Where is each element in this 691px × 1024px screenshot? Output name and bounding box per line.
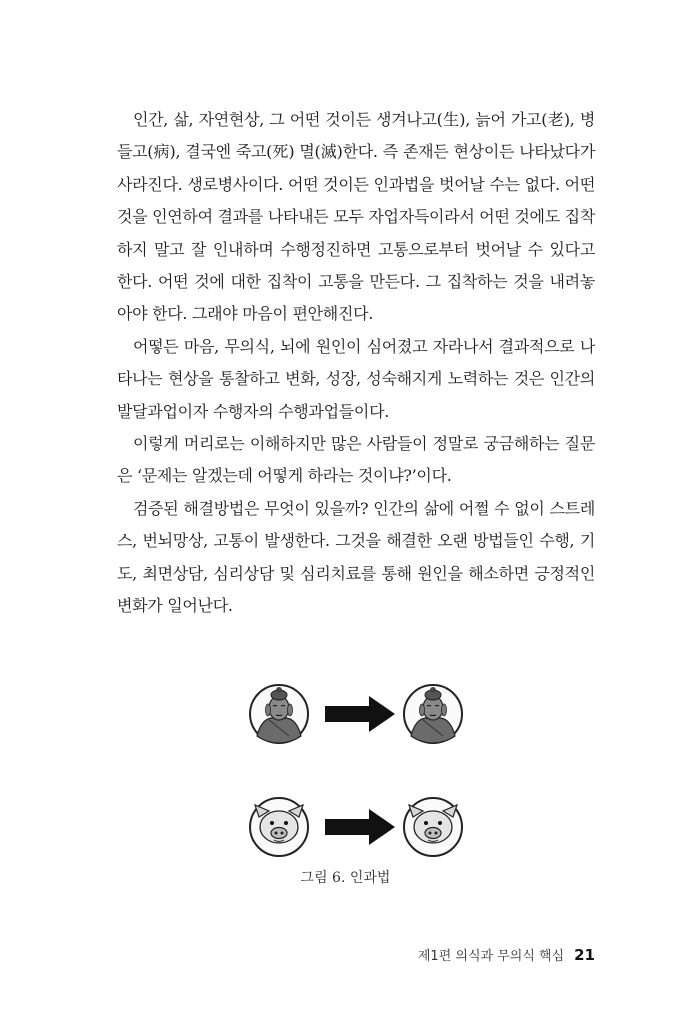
pig-icon bbox=[404, 798, 462, 856]
section-title: 제1편 의식과 무의식 핵심 bbox=[417, 949, 565, 964]
arrow-right-icon bbox=[325, 809, 395, 845]
page-footer bbox=[418, 945, 595, 964]
paragraph-2: 어떻든 마음, 무의식, 뇌에 원인이 심어졌고 자라나서 결과적으로 나타나는 현상을 통찰하고 변화, 성장, 성숙해지게 노력하는 것은 인간의 발달과업이자 수행자의 수행과업들이다. bbox=[117, 336, 595, 421]
figure-illustration bbox=[0, 672, 691, 872]
arrow-right-icon bbox=[325, 696, 395, 732]
paragraph-1: 인간, 삶, 자연현상, 그 어떤 것이든 생겨나고(生), 늙어 가고(老), 병들고(病), 결국엔 죽고(死) 멸(滅)한다. 즉 존재든 현상이든 나타났다가 사라진다. 생로병사이다. 어떤 것이든 인과법을 벗어날 수는 없다. 어떤 것을 인연하여 결과를 나타내든 모두 자업자득이라서 어떤 것에도 집착하지 말고 잘 인내하며 수행정진하면 고통으로부터 벗어날 수 있다고 한다. 어떤 것에 대한 집착이 고통을 만든다. 그 집착하는 것을 내려놓아야 한다. 그래야 마음이 편안해진다. bbox=[117, 110, 595, 324]
page-number: 21 bbox=[574, 946, 595, 964]
figure-caption: 그림 6. 인과법 bbox=[300, 870, 391, 886]
buddha-icon bbox=[404, 685, 462, 743]
paragraph-3: 이렇게 머리로는 이해하지만 많은 사람들이 정말로 궁금해하는 질문은 ‘문제는 알겠는데 어떻게 하라는 것이냐?’이다. bbox=[117, 434, 595, 486]
pig-icon bbox=[250, 798, 308, 856]
paragraph-4: 검증된 해결방법은 무엇이 있을까? 인간의 삶에 어쩔 수 없이 스트레스, 번뇌망상, 고통이 발생한다. 그것을 해결한 오랜 방법들인 수행, 기도, 최면상담, 심리상담 및 심리치료를 통해 원인을 해소하면 긍정적인 변화가 일어난다. bbox=[117, 498, 595, 616]
body-text bbox=[117, 104, 595, 623]
buddha-icon bbox=[250, 685, 308, 743]
